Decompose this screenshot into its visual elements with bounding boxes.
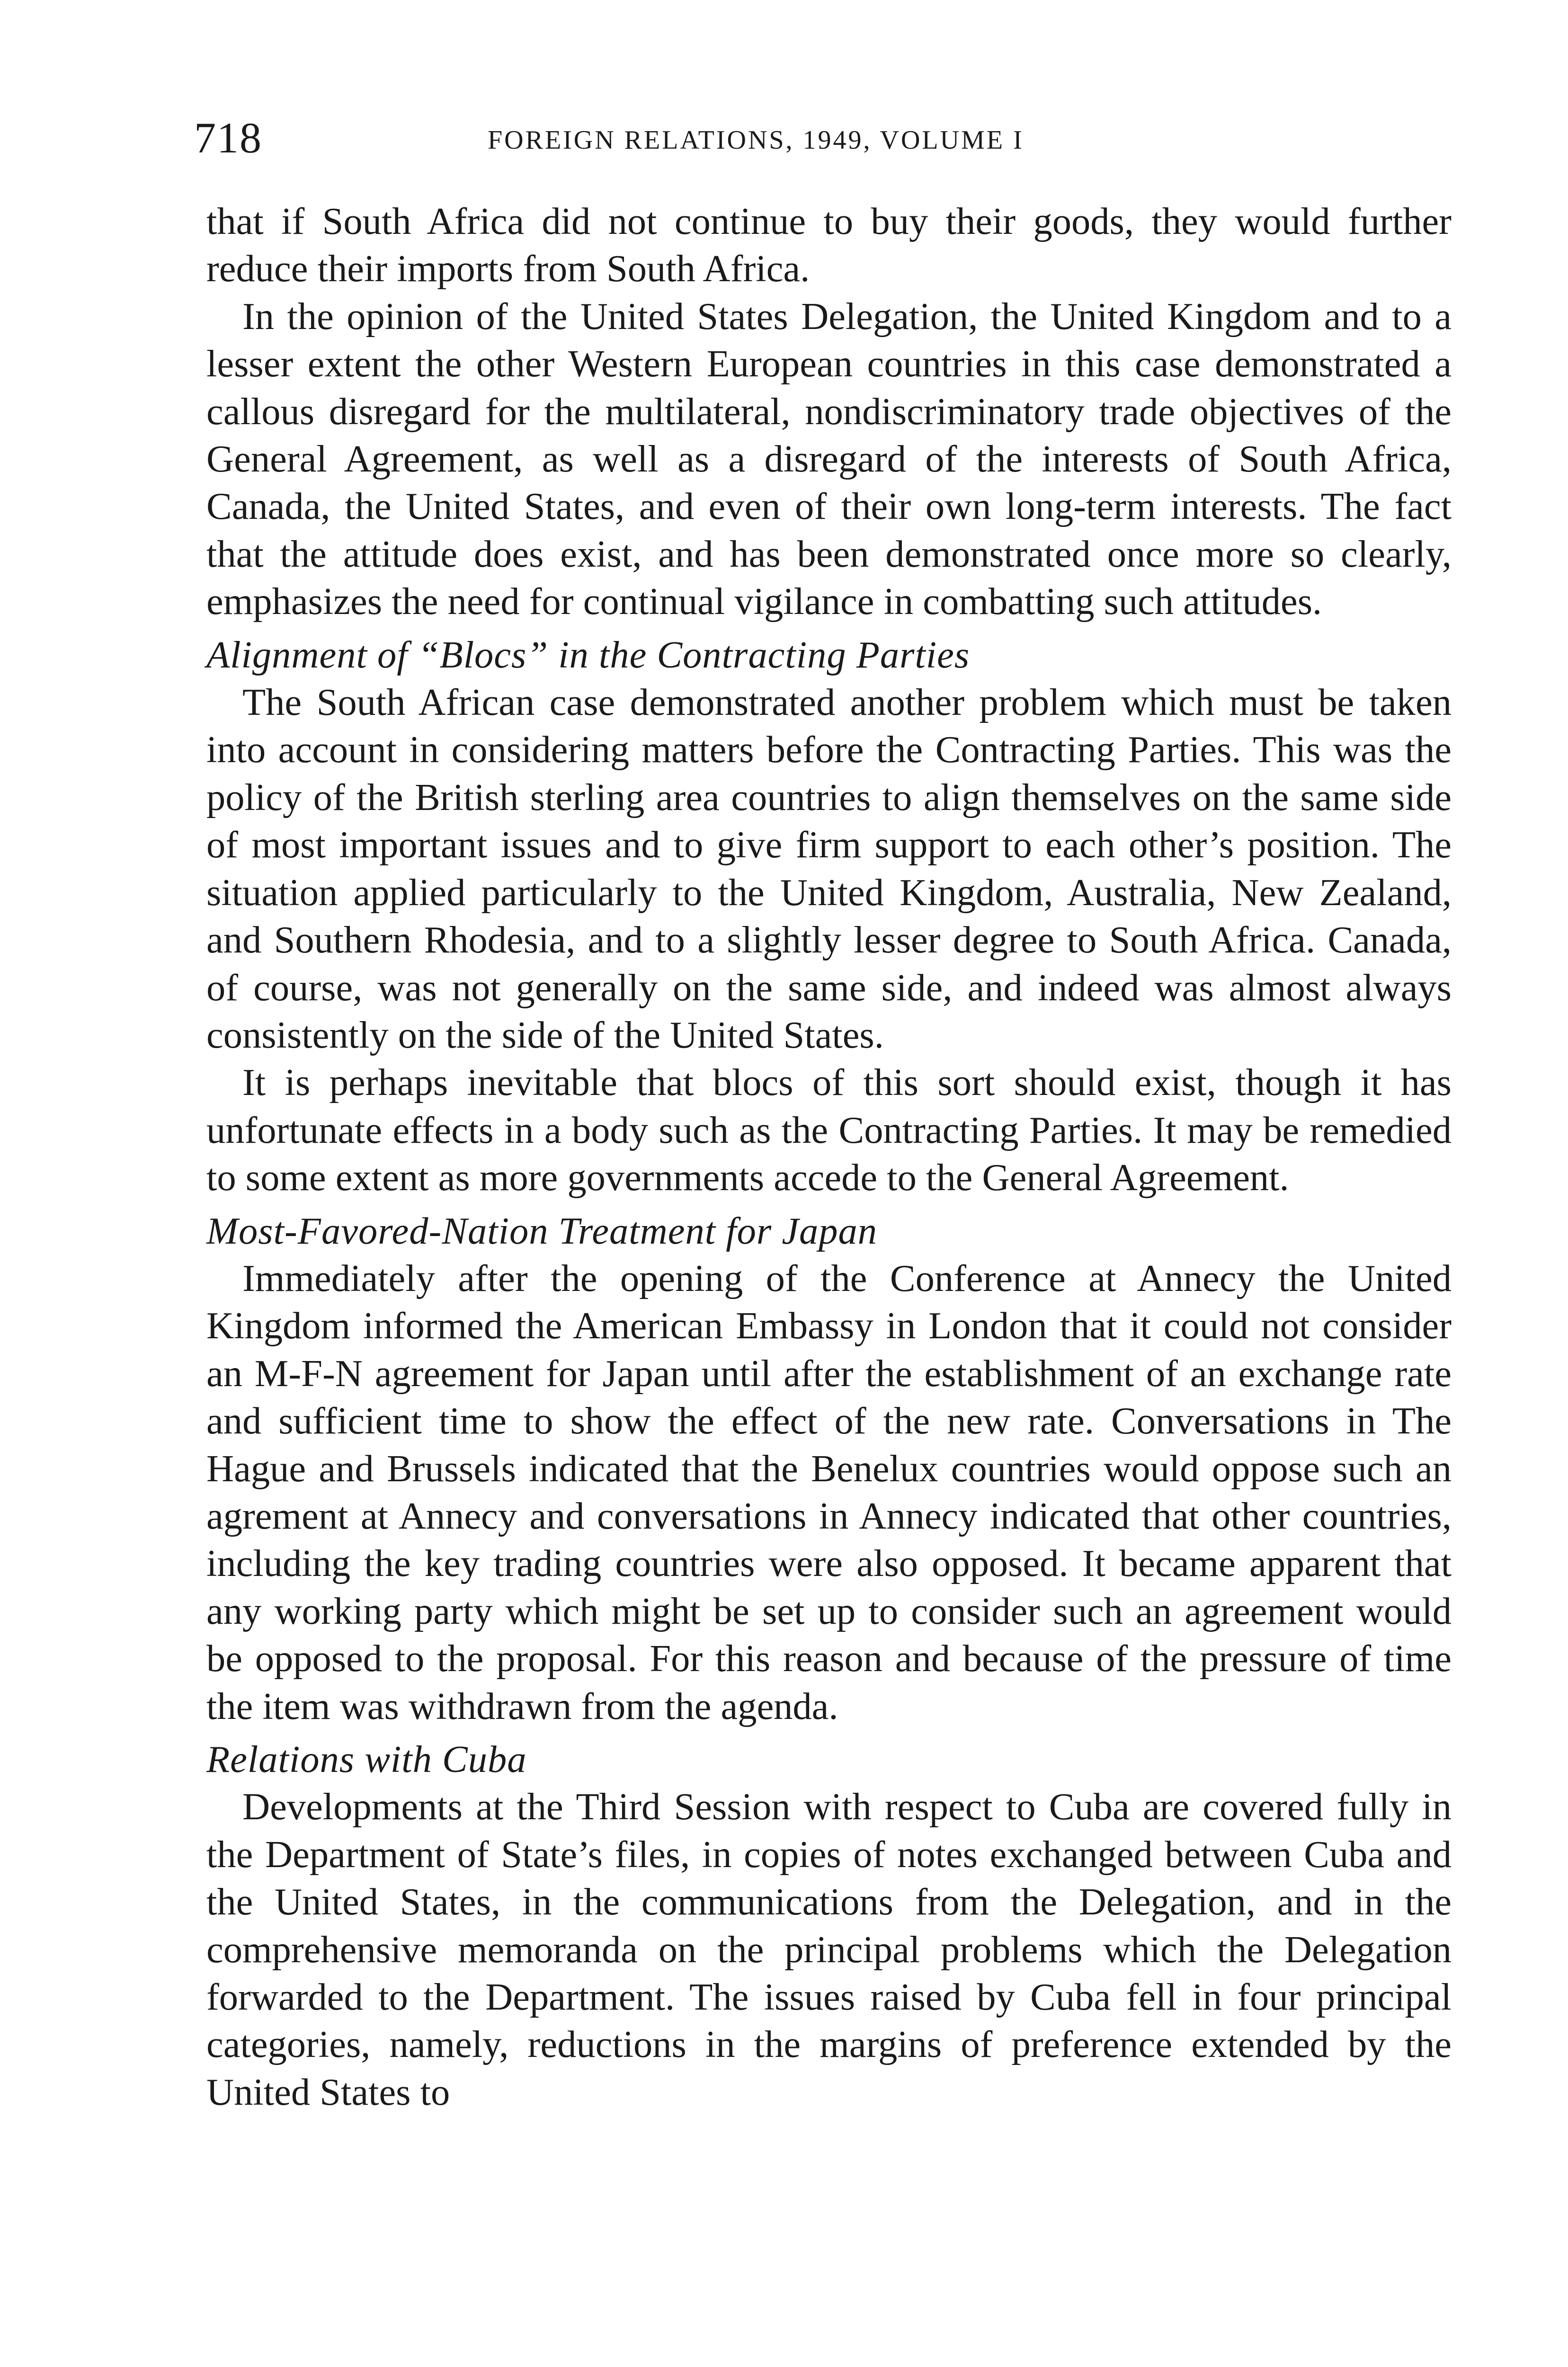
- paragraph-continuation: that if South Africa did not continue to buy their goods, they would further reduce their imports from South Africa.: [206, 200, 1452, 290]
- body-text: [206, 198, 1452, 2116]
- paragraph-us-delegation-opinion: In the opinion of the United States Delegation, the United Kingdom and to a lesser extent the other Western European countries in this case demonstrated a callous disregard for the multilateral, nondiscriminatory trade objectives of the General Agreement, as well as a disregard of the interests of South Africa, Canada, the United States, and even of their own long-term interests. The fact that the attitude does exist, and has been demonstrated once more so clearly, emphasizes the need for continual vigilance in combatting such attitudes.: [206, 295, 1452, 623]
- section-heading-cuba: Relations with Cuba: [206, 1738, 527, 1780]
- paragraph-japan-mfn: Immediately after the opening of the Conference at Annecy the United Kingdom informed the American Embassy in London that it could not consider an M-F-N agreement for Japan until after the establishment of an exchange rate and sufficient time to show the effect of the new rate. Conversations in The Hague and Brussels indicated that the Benelux countries would oppose such an agrement at Annecy and conversations in Annecy indicated that other countries, including the key trading countries were also opposed. It became apparent that any working party which might be set up to consider such an agreement would be opposed to the proposal. For this reason and because of the pressure of time the item was withdrawn from the agenda.: [206, 1257, 1452, 1727]
- paragraph-cuba-developments: Developments at the Third Session with respect to Cuba are covered fully in the Department of State’s files, in copies of notes exchanged between Cuba and the United States, in the communications from the Delegation, and in the comprehensive memoranda on the principal problems which the Delegation forwarded to the Department. The issues raised by Cuba fell in four principal categories, namely, reductions in the margins of preference extended by the United States to: [206, 1786, 1452, 2113]
- page-number: 718: [194, 114, 262, 162]
- section-heading-japan: Most-Favored-Nation Treatment for Japan: [206, 1210, 878, 1252]
- page-header: [194, 113, 1453, 165]
- running-head: FOREIGN RELATIONS, 1949, VOLUME I: [488, 125, 1024, 155]
- paragraph-south-african-case: The South African case demonstrated another problem which must be taken into account in considering matters before the Contracting Parties. This was the policy of the British sterling area countries to align themselves on the same side of most important issues and to give firm support to each other’s position. The situation applied particularly to the United Kingdom, Australia, New Zealand, and Southern Rhodesia, and to a slightly lesser degree to South Africa. Canada, of course, was not generally on the same side, and indeed was almost always consistently on the side of the United States.: [206, 681, 1452, 1056]
- paragraph-blocs-inevitable: It is perhaps inevitable that blocs of this sort should exist, though it has unfortunate effects in a body such as the Contracting Parties. It may be remedied to some extent as more governments accede to the General Agreement.: [206, 1061, 1452, 1199]
- section-heading-blocs: Alignment of “Blocs” in the Contracting Parties: [206, 633, 970, 676]
